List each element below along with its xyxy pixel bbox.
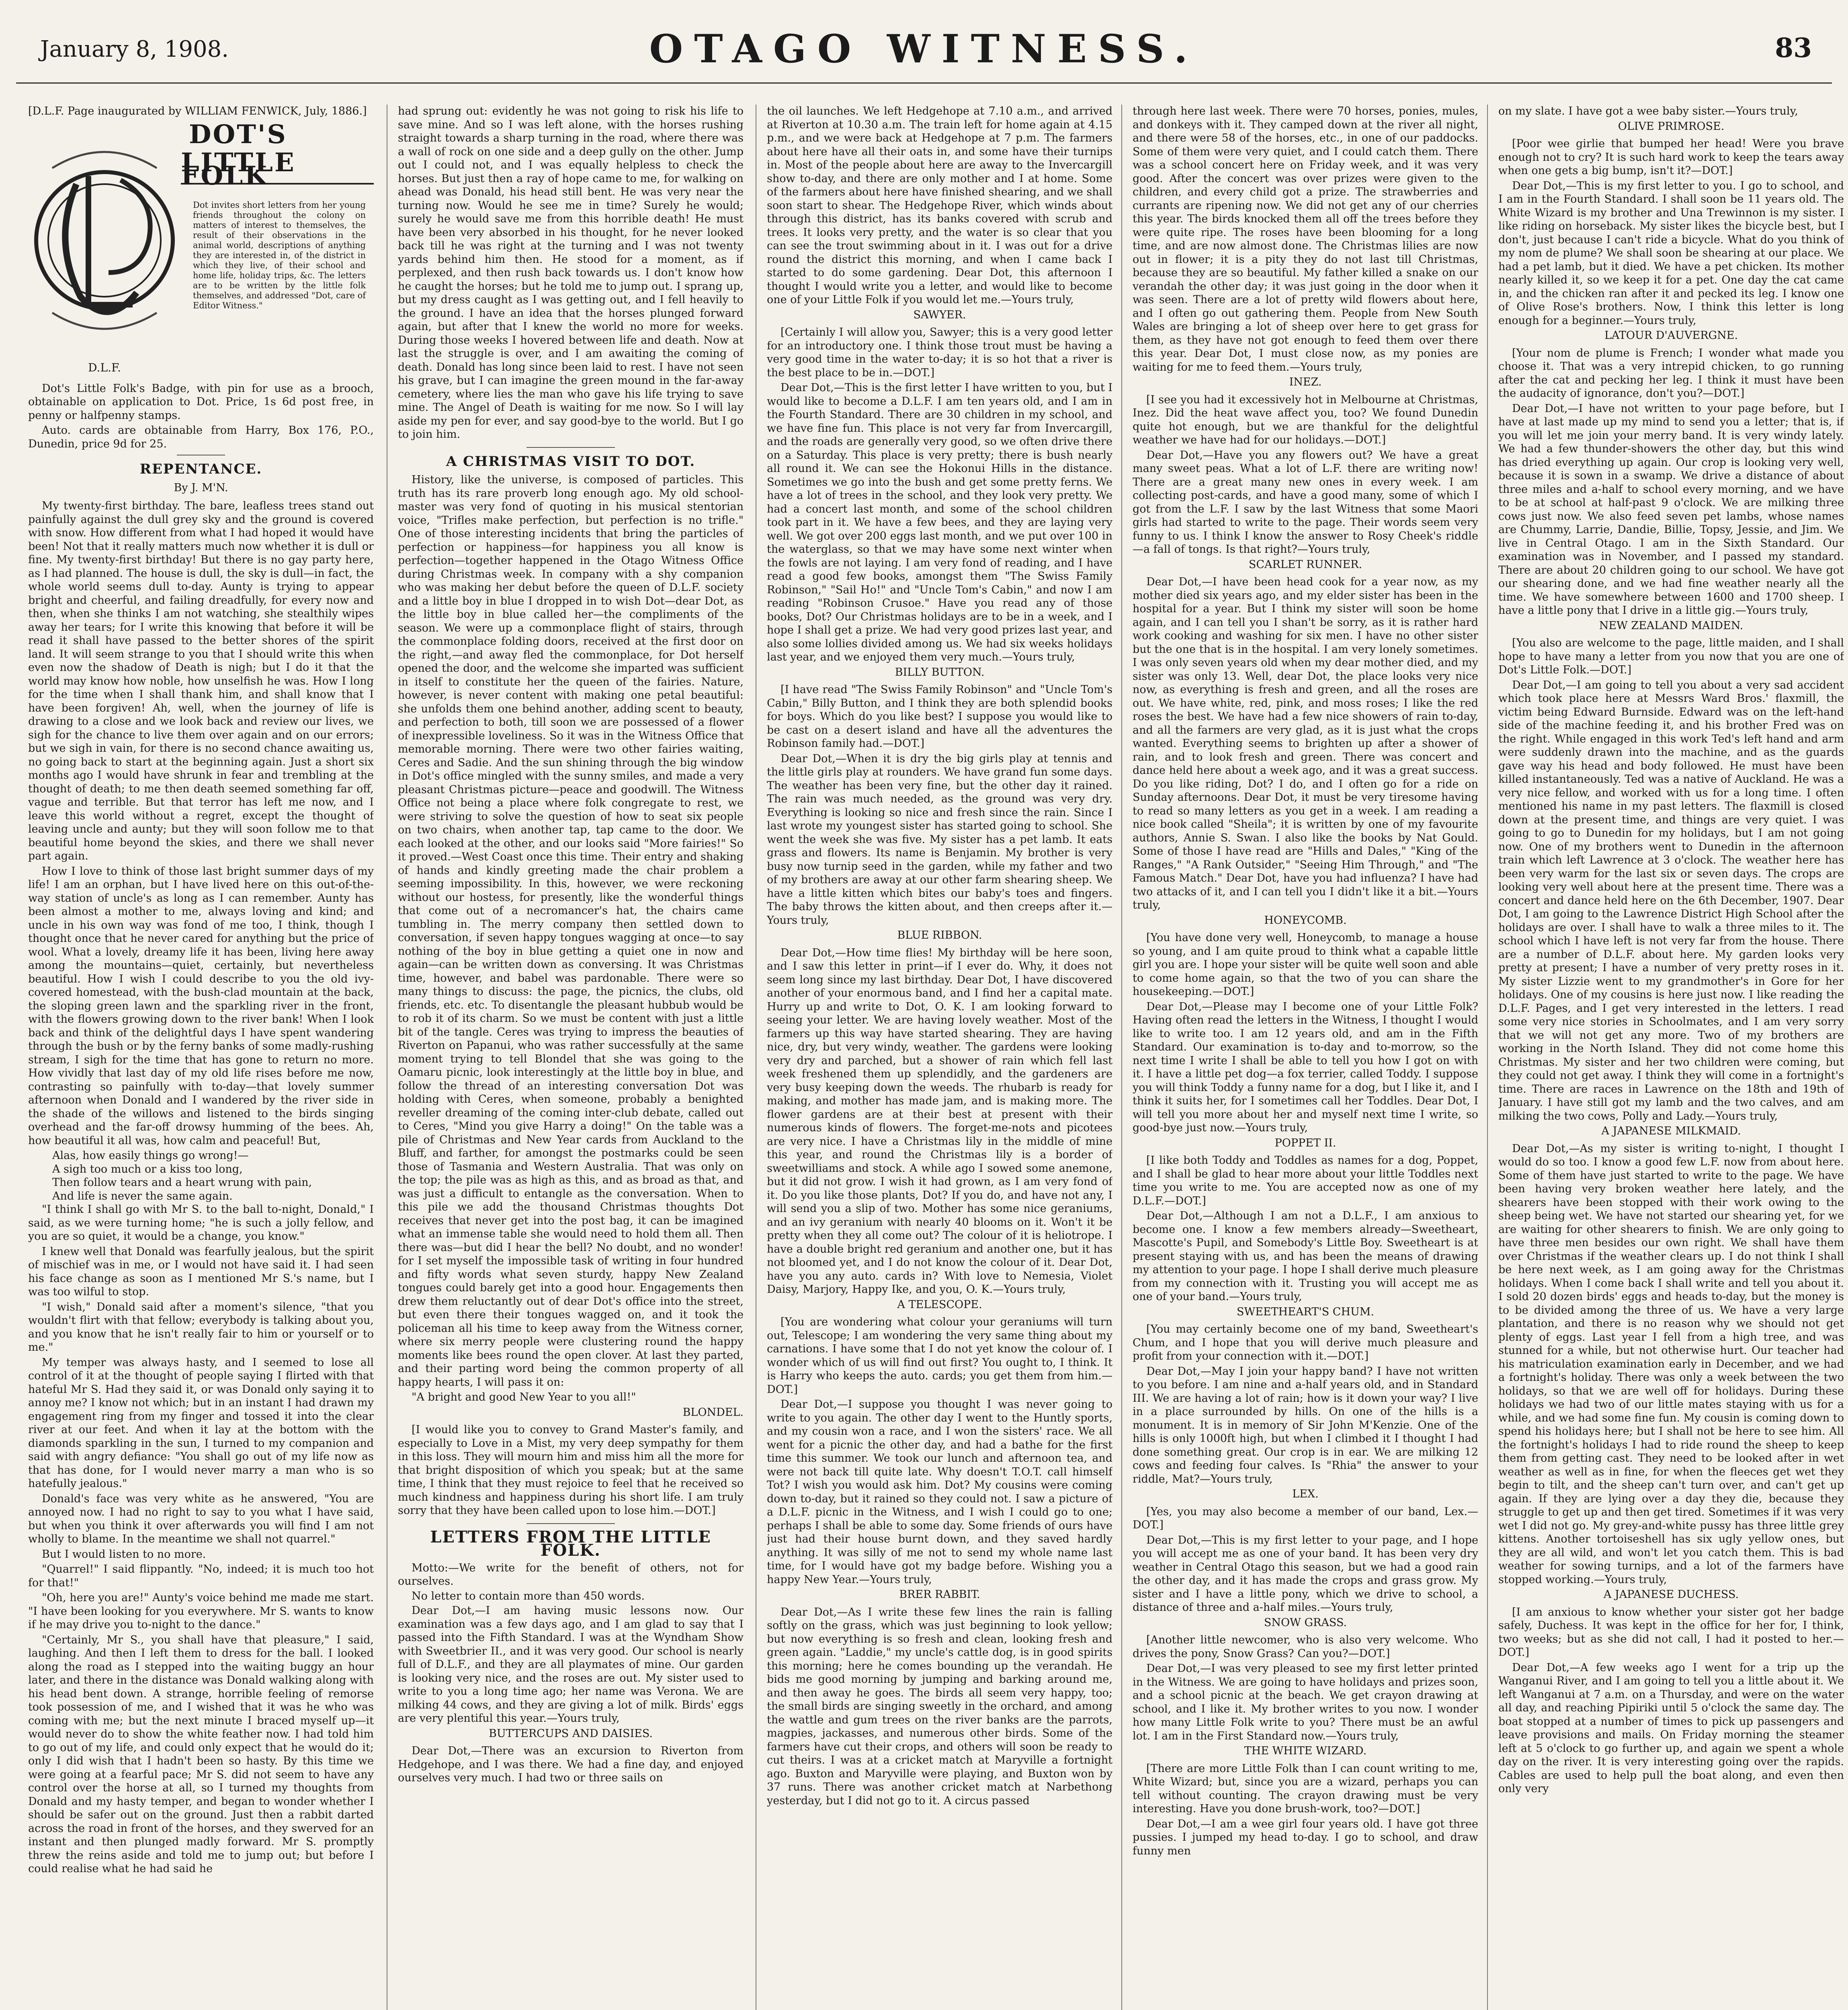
column-4	[1133, 105, 1478, 2010]
story-paragraph: "I think I shall go with Mr S. to the ball to-night, Donald," I said, as we were turning home; "he is such a jolly fellow, and you are so quiet, it would be a change, you know."	[28, 1203, 374, 1243]
little-folk-title: LITTLE FOLK	[181, 156, 374, 185]
signature: A JAPANESE DUCHESS.	[1603, 1588, 1739, 1601]
letter: Dear Dot,—I am having music lessons now. Our examination was a few days ago, and I am glad to say that I passed into the Fifth Standard. I was at the Wyndham Show with Sweetbrier II., and it was very good. Our school is nearly full of D.L.F., and they are all playmates of mine. Our garden is looking very nice, and the roses are out. My sister used to write to you a long time ago; her name was Verona. We are milking 44 cows, and they are giving a lot of milk. Birds' eggs are very plentiful this year.—Yours truly,	[398, 1604, 744, 1725]
column-rule	[1121, 105, 1122, 2010]
signature: SAWYER.	[913, 308, 966, 321]
editor-note: [Certainly I will allow you, Sawyer; this is a very good letter for an introductory one. I think those trout must be having a very good time in the water to-day; it is so hot that a river is the best place to be in.—DOT.]	[767, 326, 1112, 379]
article-paragraph: History, like the universe, is composed of particles. This truth has its rare proverb long enough ago. My old school-master was very fond of quoting in his musical stentorian voice, "Trifles make perfection, but perfection is no trifle." One of those interesting incidents that bring the particles of perfection or happiness—for happiness you all know is perfection—together happened in the Otago Witness Office during Christmas week. In company with a shy companion who was making her debut before the queen of D.L.F. society and a little boy in blue I dropped in to wish Dot—dear Dot, as the little boy in blue called her—the compliments of the season. We were up a commonplace flight of stairs, through the commonplace folding doors, received at the first door on the right,—and away fled the commonplace, for Dot herself opened the door, and the welcome she imparted was sufficient in itself to constitute her the queen of the fairies. Nature, however, is never content with making one petal beautiful: she unfolds them one behind another, adding scent to beauty, and perfection to both, till soon we are possessed of a flower of inexpressible loveliness. So it was in the Witness Office that memorable morning. There were two other fairies waiting, Ceres and Sadie. And the sun shining through the big window in Dot's office mingled with the sunny smiles, and made a very pleasant Christmas picture—peace and goodwill. The Witness Office not being a place where folk congregate to rest, we were striving to solve the question of how to seat six people on two chairs, when another tap, tap came to the door. We each looked at the other, and our looks said "More fairies!" So it proved.—West Coast once this time. Their entry and shaking of hands and kindly greeting made the chair problem a seeming impossibility. In this, however, we were reckoning without our hostess, for presently, like the wonderful things that come out of a necromancer's hat, the chairs came tumbling in. The merry company then settled down to conversation, if seven happy tongues wagging at once—to say nothing of the boy in blue getting a quiet one in now and again—can be written down as conversing. It was Christmas time, however, and babel was pardonable. There were so many things to discuss: the page, the picnics, the clubs, old friends, etc. etc. To disentangle the pleasant hubbub would be to rob it of its charm. So we must be content with just a little bit of the tangle. Ceres was trying to impress the beauties of Riverton on Papanui, who was rather successfully at the same moment trying to tell Blondel that she was going to the Oamaru picnic, look interestingly at the little boy in blue, and follow the thread of an interesting conversation Dot was holding with Ceres, when someone, probably a benighted reveller dreaming of the coming inter-club debate, called out to Ceres, "Mind you give Harry a doing!" On the table was a pile of Christmas and New Year cards from Auckland to the Bluff, and farther, for amongst the postmarks could be seen those of Tasmania and Western Australia. That was only on the top; the pile was as high as this, and as broad as that, and was just a difficult to entangle as the conversation. When to this pile we add the thousand Christmas thoughts Dot receives that never get into the post bag, it can be imagined what an immense table she would need to hold them all. Then there was—but did I hear the bell? No doubt, and no wonder! for I set myself the impossible task of writing in four hundred and fifty words what seven sturdy, happy New Zealand tongues could barely get into a good hour. Engagements then drew them reluctantly out of dear Dot's office into the street, but even there their tongues wagged on, and it took the policeman all his time to keep away from the Witness corner, where six merry people were clustering round the happy moments like bees round the open clover. At last they parted, and their parting word being the common property of all happy hearts, I will pass it on:	[398, 474, 744, 1389]
signature: HONEYCOMB.	[1264, 914, 1347, 927]
signature: BUTTERCUPS AND DAISIES.	[489, 1727, 653, 1740]
signature: OLIVE PRIMROSE.	[1618, 120, 1725, 133]
poem-line: Alas, how easily things go wrong!—	[52, 1149, 249, 1162]
dots-little-folk-header	[28, 120, 374, 377]
dlf-monogram-icon	[28, 120, 181, 357]
signature: LATOUR D'AUVERGNE.	[1604, 329, 1738, 342]
editor-note: [Your nom de plume is French; I wonder what made you choose it. That was a very intrepid chicken, to go running after the cat and pecking her leg. I think it must have been the audacity of ignorance, don't you?—DOT.]	[1498, 347, 1844, 400]
editor-note: [I see you had it excessively hot in Melbourne at Christmas, Inez. Did the heat wave affect you, too? We found Dunedin quite hot enough, but we are thankful for the delightful weather we have had for our holidays.—DOT.]	[1133, 393, 1478, 446]
signature: POPPET II.	[1274, 1136, 1336, 1149]
letter: Dear Dot,—A few weeks ago I went for a trip up the Wanganui River, and I am going to tell you a little about it. We left Wanganui at 7 a.m. on a Thursday, and were on the water all day, and reaching Pipiriki until 5 o'clock the same day. The boat stopped at a number of times to pick up passengers and leave provisions and mails. On Friday morning the steamer left at 5 o'clock to go further up, and again we spent a whole day on the river. It is very interesting going over the rapids. Cables are used to help pull the boat along, and even then only very	[1498, 1661, 1844, 1795]
letter: through here last week. There were 70 horses, ponies, mules, and donkeys with it. They camped down at the river all night, and there were 58 of the horses, etc., in one of our paddocks. Some of them were very quiet, and I could catch them. There was a school concert here on Friday week, and it was very good. After the concert was over prizes were given to the children, and every child got a prize. The strawberries and currants are ripening now. We did not get any of our cherries this year. The birds knocked them all off the trees before they were quite ripe. The roses have been blooming for a long time, and are now almost done. The Christmas lilies are now out in flower; it is a pity they do not last till Christmas, because they are so beautiful. My father killed a snake on our verandah the other day; it was just going in the door when it was seen. There are a lot of pretty wild flowers about here, and I often go out gathering them. People from New South Wales are bringing a lot of sheep over here to get grass for them, as they have not got enough to feed them over there this year. Dear Dot, I must close now, as my ponies are waiting for me to feed them.—Yours truly,	[1133, 105, 1478, 373]
letter: Dear Dot,—How time flies! My birthday will be here soon, and I saw this letter in print—if I ever do. Why, it does not seem long since my last birthday. Dear Dot, I have discovered another of your enormous band, and I find her a capital mate. Hurry up and write to Dot, O. K. I am looking forward to seeing your letter. We are having lovely weather. Most of the farmers up this way have started shearing. They are having nice, dry, but very windy, weather. The gardens were looking very dry and parched, but a shower of rain which fell last week freshened them up splendidly, and the gardeners are very busy keeping down the weeds. The rhubarb is ready for making, and mother has made jam, and is making more. The flower gardens are at their best at present with their numerous kinds of flowers. The forget-me-nots and picotees are very nice. I have a Christmas lily in the middle of mine this year, and round the Christmas lily is a border of sweetwilliams and stock. A while ago I sowed some anemone, but it did not grow. I wish it had grown, as I am very fond of it. Do you like those plants, Dot? If you do, and have not any, I will send you a slip of two. Mother has some nice geraniums, and an ivy geranium with nearly 40 blooms on it. Won't it be pretty when they all come out? The colour of it is heliotrope. I have a double bright red geranium and another one, but it has not bloomed yet, and I do not know the colour of it. Dear Dot, have you any auto. cards in? With love to Nemesia, Violet Daisy, Marjory, Happy Ike, and you, O. K.—Yours truly,	[767, 946, 1112, 1296]
letter: Dear Dot,—I have been head cook for a year now, as my mother died six years ago, and my elder sister has been in the hospital for a year. But I think my sister will soon be home again, and I can tell you I shan't be sorry, as it is rather hard work cooking and washing for six men. I have no other sister but the one that is in the hospital. I am very lonely sometimes. I was only seven years old when my dear mother died, and my sister was only 13. Well, dear Dot, the place looks very nice now, as everything is fresh and green, and all the roses are out. We have white, red, pink, and moss roses; I like the red roses the best. We have had a few nice showers of rain to-day, and all the farmers are very glad, as it is just what the crops wanted. Everything seems to brighten up after a shower of rain, and to look fresh and green. There was concert and dance held here about a week ago, and it was a great success. Do you like riding, Dot? I do, and I often go for a ride on Sunday afternoons. Dear Dot, it must be very tiresome having to read so many letters as you get in a week. I am reading a nice book called "Sheila"; it is written by one of my favourite authors, Annie S. Swan. I also like the books by Nat Gould. Some of those I have read are "Hills and Dales," "King of the Ranges," "A Rank Outsider," "Seeing Him Through," and "The Famous Match." Dear Dot, have you had influenza? I have had two attacks of it, and I can tell you I didn't like it a bit.—Yours truly,	[1133, 576, 1478, 911]
christmas-visit-title: A CHRISTMAS VISIT TO DOT.	[446, 453, 696, 470]
editor-note: [You have done very well, Honeycomb, to manage a house so young, and I am quite proud to think what a capable little girl you are. I hope your sister will be quite well soon and able to come home again, so that the two of you can share the housekeeping.—DOT.]	[1133, 931, 1478, 998]
story-paragraph: "Certainly, Mr S., you shall have that pleasure," I said, laughing. And then I left them to dress for the ball. I looked along the road as I stepped into the waiting buggy an hour later, and there in the distance was Donald walking along with his head bent down. A strange, horrible feeling of remorse took possession of me, and I wished that it was he who was coming with me; but the next minute I braced myself up—it would never do to show the white feather now. I had told him to go out of my life, and could only expect that he would do it; only I did wish that I hadn't been so hasty. By this time we were going at a fearful pace; Mr S. did not seem to have any control over the horse at all, so I turned my thoughts from Donald and my hasty temper, and began to wonder whether I should be safer out on the ground. Just then a rabbit darted across the road in front of the horses, and they swerved for an instant and then plunged madly forward. Mr S. promptly threw the reins aside and told me to jump out; but before I could realise what he had said he	[28, 1633, 374, 1875]
signature: THE WHITE WIZARD.	[1244, 1745, 1367, 1757]
badge-note: Dot's Little Folk's Badge, with pin for use as a brooch, obtainable on application to Dot. Price, 1s 6d post free, in penny or halfpenny stamps.	[28, 382, 374, 422]
dots-intro: Dot invites short letters from her young friends throughout the colony on matters of interest to themselves, the result of their observations in the animal world, descriptions of anything they are interested in, of the district in which they live, of their school and home life, holiday trips, &c. The letters are to be written by the little folk themselves, and addressed "Dot, care of Editor Witness."	[193, 200, 366, 310]
masthead-rule	[16, 82, 1832, 84]
story-paragraph: "Quarrel!" I said flippantly. "No, indeed; it is much too hot for that!"	[28, 1563, 374, 1589]
letter: Dear Dot,—I have not written to your page before, but I have at last made up my mind to send you a letter; that is, if you will let me join your merry band. It is very windy lately. We had a few thunder-showers the other day, but this wind has dried everything up again. Our crop is looking very well, because it is sown in a swamp. We drive a distance of about three miles and a-half to school every morning, and we have to be at school at half-past 9 o'clock. We are milking three cows just now. We also feed seven pet lambs, whose names are Chummy, Larrie, Dandie, Billie, Topsy, Jessie, and Jim. We live in Central Otago. I am in the Sixth Standard. Our examination was in November, and I passed my standard. There are about 20 children going to our school. We have got our shearing done, and we had fine weather nearly all the time. We have somewhere between 1600 and 1700 sheep. I have a little pony that I drive in a little gig.—Yours truly,	[1498, 402, 1844, 617]
letter: Dear Dot,—Have you any flowers out? We have a great many sweet peas. What a lot of L.F. there are writing now! There are a great many new ones in every week. I am collecting post-cards, and have a good many, some of which I got from the L.F. I saw by the last Witness that some Maori girls had started to write to the page. Their words seem very funny to us. I think I know the answer to Rosy Cheek's riddle—a fall of tongs. Is that right?—Yours truly,	[1133, 449, 1478, 556]
letter: on my slate. I have got a wee baby sister.—Yours truly,	[1498, 105, 1798, 117]
story-paragraph: How I love to think of those last bright summer days of my life! I am an orphan, but I have lived here on this out-of-the-way station of uncle's as long as I can remember. Aunty has been almost a mother to me, always loving and kind; and uncle in his own way was fond of me too, I think, though I thought once that he never cared for anything but the price of wool. What a lovely, dreamy life it has been, living here away among the mountains—quiet, certainly, but nevertheless beautiful. How I wish I could describe to you the old ivy-covered homestead, with the bush-clad mountain at the back, the sloping green lawn and the sparkling river in the front, with the flowers growing down to the river bank! When I look back and think of the delightful days I have spent wandering through the bush or by the ferny banks of some madly-rushing stream, I sigh for the time that has gone to return no more. How vividly that last day of my old life rises before me now, contrasting so painfully with to-day—that lovely summer afternoon when Donald and I wandered by the river side in the shade of the willows and listened to the birds singing overhead and the far-off drowsy humming of the bees. Ah, how beautiful it all was, how calm and peaceful! But,	[28, 865, 374, 1147]
masthead	[16, 16, 1832, 96]
signature: NEW ZEALAND MAIDEN.	[1599, 619, 1744, 632]
signature: SWEETHEART'S CHUM.	[1237, 1305, 1374, 1318]
story-paragraph: But I would listen to no more.	[42, 1548, 206, 1561]
signature: BLUE RIBBON.	[897, 929, 982, 941]
editor-note: [Another little newcomer, who is also very welcome. Who drives the pony, Snow Grass? Can you?—DOT.]	[1133, 1634, 1478, 1660]
inaugurated-note: [D.L.F. Page inaugurated by WILLIAM FENWICK, July, 1886.]	[28, 105, 367, 117]
signature: BILLY BUTTON.	[895, 666, 985, 679]
article-paragraph: "A bright and good New Year to you all!"	[412, 1391, 636, 1403]
editor-note: [Yes, you may also become a member of our band, Lex.—DOT.]	[1133, 1505, 1478, 1531]
signature: SNOW GRASS.	[1264, 1616, 1347, 1629]
newspaper-title: OTAGO WITNESS.	[649, 26, 1199, 72]
editor-note: [I have read "The Swiss Family Robinson" and "Uncle Tom's Cabin," Billy Button, and I think they are both splendid books for boys. Which do you like best? I suppose you would like to be cast on a desert island and have all the adventures the Robinson family had.—DOT.]	[767, 683, 1112, 750]
signature: A JAPANESE MILKMAID.	[1601, 1125, 1741, 1137]
story-paragraph: My temper was always hasty, and I seemed to lose all control of it at the thought of people saying I flirted with that hateful Mr S. Had they said it, or was Donald only saying it to annoy me? I know not which; but in an instant I had drawn my engagement ring from my finger and tossed it into the clear river at our feet. And when it lay at the bottom with the diamonds sparkling in the sun, I turned to my companion and said with angry defiance: "You shall go out of my life now as that has done, for I would never marry a man who is so hatefully jealous."	[28, 1356, 374, 1490]
letter: Dear Dot,—Please may I become one of your Little Folk? Having often read the letters in the Witness, I thought I would like to write too. I am 12 years old, and am in the Fifth Standard. Our examination is to-day and to-morrow, so the next time I write I shall be able to tell you how I got on with it. I have a little pet dog—a fox terrier, called Toddy. I suppose you will think Toddy a funny name for a dog, but I like it, and I think it suits her, for I sometimes call her Toddles. Dear Dot, I will tell you more about her and myself next time I write, so good-bye just now.—Yours truly,	[1133, 1000, 1478, 1134]
editor-note: [I would like you to convey to Grand Master's family, and especially to Love in a Mist, my very deep sympathy for them in this loss. They will mourn him and miss him all the more for that bright disposition of which you speak; but at the same time, I think that they must rejoice to feel that he received so much kindness and happiness during his short life. I am truly sorry that they have been called upon to lose him.—DOT.]	[398, 1423, 744, 1517]
poem	[28, 1149, 374, 1203]
auto-cards-note: Auto. cards are obtainable from Harry, Box 176, P.O., Dunedin, price 9d for 25.	[28, 424, 374, 450]
page-number: 83	[1775, 32, 1812, 64]
signature: LEX.	[1292, 1488, 1319, 1500]
poem-line: And life is never the same again.	[52, 1190, 233, 1202]
story-paragraph: Donald's face was very white as he answered, "You are annoyed now. I had no right to say to you what I have said, but when you think it over afterwards you will find I am not wholly to blame. In the meantime we shall not quarrel."	[28, 1492, 374, 1545]
column-rule	[1487, 105, 1488, 2010]
column-5	[1498, 105, 1844, 2010]
section-divider	[527, 1523, 615, 1524]
signature: INEZ.	[1289, 376, 1322, 388]
issue-date: January 8, 1908.	[40, 36, 229, 62]
signature: SCARLET RUNNER.	[1248, 558, 1362, 571]
story-paragraph: My twenty-first birthday. The bare, leafless trees stand out painfully against the dull grey sky and the ground is covered with snow. How different from what I had hoped it would have been! Not that it really matters much now whether it is dull or fine. My twenty-first birthday! But there is no gay party here, as I had planned. The house is dull, the sky is dull—in fact, the whole world seems dull to-day. Aunty is trying to appear bright and cheerful, and failing dreadfully, for every now and then, when she thinks I am not watching, she stealthily wipes away her tears; for I write this knowing that before it will be read it shall have passed to the better shores of the spirit land. It will seem strange to you that I should write this when even now the shadow of Death is nigh; but I do it that the world may know how noble, how unselfish he was. How I long for the time when I shall thank him, and shall know that I have been forgiven! Ah, well, when the journey of life is drawing to a close and we look back and review our lives, we sigh for the chance to live them over again and on our errors; but we sigh in vain, for there is no second chance awaiting us, no going back to start at the beginning again. Just a short six months ago I would have shrunk in fear and trembling at the thought of death; to me then death seemed something far off, vague and terrible. But that terror has left me now, and I leave this world without a regret, except the thought of leaving uncle and aunty; but they will soon follow me to that beautiful home beyond the skies, and there we shall never part again.	[28, 500, 374, 862]
letter: Dear Dot,—I am going to tell you about a very sad accident which took place here at Messrs Ward Bros.' flaxmill, the victim being Edward Burnside. Edward was on the left-hand side of the machine feeding it, and his brother Fred was on the right. While engaged in this work Ted's left hand and arm were suddenly drawn into the machine, and as the guards gave way his head and body followed. He must have been killed instantaneously. Ted was a native of Auckland. He was a very nice fellow, and worked with us for a long time. I often mentioned his name in my past letters. The flaxmill is closed down at the present time, and things are very quiet. I was going to go to Dunedin for my holidays, but I am not going now. One of my brothers went to Dunedin in the afternoon train which left Lawrence at 3 o'clock. The weather here has been very warm for the last six or seven days. The crops are looking very well about here at the present time. There was a concert and dance held here on the 6th December, 1907. Dear Dot, I am going to the Lawrence District High School after the holidays are over. I shall have to walk a three miles to it. The school which I have left is not very far from the house. There are a number of D.L.F. about here. My garden looks very pretty at present; I have a number of very pretty roses in it. My sister Lizzie went to my grandmother's in Gore for her holidays. One of my cousins is here just now. I like reading the D.L.F. Pages, and I get very interested in the letters. I read some very nice stories in Schoolmates, and I am very sorry that we will not get any more. Two of my brothers are working in the North Island. They did not come home this Christmas. My sister and her two children were coming, but they could not get away. I think they will come in a fortnight's time. There are races in Lawrence on the 18th and 19th of January. I have still got my lamb and the two calves, and am milking the two cows, Polly and Lady.—Yours truly,	[1498, 679, 1844, 1122]
poem-line: A sigh too much or a kiss too long,	[52, 1163, 243, 1175]
repentance-title: REPENTANCE.	[139, 461, 262, 477]
letters-section-title: LETTERS FROM THE LITTLE FOLK.	[430, 1527, 711, 1560]
dlf-label: D.L.F.	[88, 361, 121, 374]
letter: Dear Dot,—There was an excursion to Riverton from Hedgehope, and I was there. We had a fine day, and enjoyed ourselves very much. I had two or three sails on	[398, 1745, 744, 1784]
letter: Dear Dot,—As I write these few lines the rain is falling softly on the grass, which was just beginning to look yellow; but now everything is so fresh and clean, looking fresh and green again. "Laddie," my uncle's cattle dog, is in good spirits this morning; here he comes bounding up the verandah. He bids me good morning by jumping and barking around me, and then away he goes. The birds all seem very happy, too; the small birds are singing sweetly in the orchard, and among the wattle and gum trees on the river banks are the parrots, magpies, jackasses, and numerous other birds. Some of the farmers have cut their crops, and others will soon be ready to cut theirs. I was at a cricket match at Maryville a fortnight ago. Buxton and Maryville were playing, and Buxton won by 37 runs. There was another cricket match at Narbethong yesterday, but I did not go to it. A circus passed	[767, 1606, 1112, 1807]
letter: Dear Dot,—I am a wee girl four years old. I have got three pussies. I jumped my head to-day. I go to school, and draw funny men	[1133, 1817, 1478, 1857]
letter: Dear Dot,—When it is dry the big girls play at tennis and the little girls play at rounders. We have grand fun some days. The weather has been very fine, but the other day it rained. The rain was much needed, as the ground was very dry. Everything is looking so nice and fresh since the rain. Since I last wrote my youngest sister has started going to school. She went the week she was five. My sister has a pet lamb. It eats grass and flowers. Its name is Benjamin. My brother is very busy now turnip seed in the garden, while my father and two of my brothers are away at our other farm shearing sheep. We have a little kitten which bites our baby's toes and fingers. The baby throws the kitten about, and then creeps after it.—Yours truly,	[767, 752, 1112, 927]
editor-note: [I am anxious to know whether your sister got her badge safely, Duchess. It was kept in the office for her for, I think, two weeks; but as she did not call, I had it posted to her.—DOT.]	[1498, 1606, 1844, 1659]
motto: Motto:—We write for the benefit of others, not for ourselves.	[398, 1561, 744, 1587]
letter: Dear Dot,—This is the first letter I have written to you, but I would like to become a D.L.F. I am ten years old, and I am in the Fourth Standard. There are 30 children in my school, and we have fine fun. This place is not very far from Invercargill, and the roads are generally very good, so we often drive there on a Saturday. This place is very pretty; there is bush nearly all round it. We can see the Hokonui Hills in the distance. Sometimes we go into the bush and get some pretty ferns. We have a lot of trees in the school, and they look very pretty. We had a concert last month, and some of the school children took part in it. We have a few bees, and they are laying very well. We got over 200 eggs last month, and we put over 100 in the waterglass, so that we may have some next winter when the fowls are not laying. I am very fond of reading, and I have read a good few books, amongst them "The Swiss Family Robinson," "Sail Ho!" and "Uncle Tom's Cabin," and now I am reading "Robinson Crusoe." Have you read any of those books, Dot? Our Christmas holidays are to be in a week, and I hope I shall get a prize. We had very good prizes last year, and also some lollies divided among us. We had six weeks holidays last year, and we enjoyed them very much.—Yours truly,	[767, 381, 1112, 663]
poem-line: Then follow tears and a heart wrung with pain,	[52, 1176, 312, 1189]
letter: Dear Dot,—As my sister is writing to-night, I thought I would do so too. I know a good few L.F. now from about here. Some of them have just started to write to the page. We have been having very broken weather here lately, and the shearers have been stopped with their work owing to the sheep being wet. We have not started our shearing yet, for we are waiting for other shearers to finish. We are only going to have three men besides our own right. We shall have them over Christmas if the weather clears up. I do not think I shall be here next week, as I am going away for the Christmas holidays. When I come back I shall write and tell you about it. I sold 20 dozen birds' eggs and heads to-day, but the money is to be divided among the three of us. We have a very large plantation, and there is no reason why we should not get plenty of eggs. Last year I fell from a high tree, and was stunned for a while, but not otherwise hurt. Our teacher had his matriculation examination early in December, and we had a fortnight's holiday. There was only a week between the two holidays, so that we are well off for holidays. During these holidays we had two of our little mates staying with us for a while, and we had some fine fun. My cousin is coming down to spend his holidays here; but I shall not be here to see him. All the fortnight's holidays I had to ride round the sheep to keep them from getting cast. They need to be looked after in wet weather as well as in fine, for when the fleeces get wet they begin to tilt, and the sheep can't turn over, and can't get up again. If they are lying over a day they die, because they struggle to get up and then get tired. Sometimes if it was very wet I did not go. My grey-and-white pussy has three little grey kittens. Another tortoiseshell has six ugly yellow ones, but they are all wild, and won't let you catch them. This is bad weather for sowing turnips, and a lot of the farmers have stopped working.—Yours truly,	[1498, 1142, 1844, 1586]
column-3	[767, 105, 1112, 2010]
letter: Dear Dot,—I suppose you thought I was never going to write to you again. The other day I went to the Huntly sports, and my cousin won a race, and I won the sisters' race. We all went for a picnic the other day, and had a bathe for the first time this summer. We took our lunch and afternoon tea, and were not back till quite late. Why doesn't T.O.T. call himself Tot? I wish you would ask him. Dot? My cousins were coming down to-day, but it rained so they could not. I saw a picture of a D.L.F. picnic in the Witness, and I wish I could go to one; perhaps I shall be able to some day. Some friends of ours have just had their house burnt down, and they saved hardly anything. It was silly of me not to send my whole name last time, for I would have got my badge before. Wishing you a happy New Year.—Yours truly,	[767, 1398, 1112, 1586]
editor-note: [You also are welcome to the page, little maiden, and I shall hope to have many a letter from you now that you are one of Dot's Little Folk.—DOT.]	[1498, 637, 1844, 676]
editor-note: [I like both Toddy and Toddles as names for a dog, Poppet, and I shall be glad to hear more about your little Toddles next time you write to me. You are accepted now as one of my D.L.F.—DOT.]	[1133, 1154, 1478, 1207]
editor-note: [You may certainly become one of my band, Sweetheart's Chum, and I hope that you will derive much pleasure and profit from your connection with it.—DOT.]	[1133, 1323, 1478, 1362]
letter: Dear Dot,—This is my first letter to your page, and I hope you will accept me as one of your band. It has been very dry weather in Central Otago this season, but we had a good rain the other day, and it has made the crops and grass grow. My sister and I have a little pony, which we drive to school, a distance of three and a-half miles.—Yours truly,	[1133, 1534, 1478, 1614]
story-paragraph: had sprung out: evidently he was not going to risk his life to save mine. And so I was left alone, with the horses rushing straight towards a sharp turning in the road, where there was a wall of rock on one side and a deep gully on the other. Jump out I could not, and I was equally helpless to check the horses. But just then a ray of hope came to me, for walking on ahead was Donald, his head still bent. He was very near the turning now. Would he see me in time? Surely he would; surely he would save me from this horrible death! He must have been very absorbed in his thought, for he never looked back till he was right at the turning and I was not twenty yards behind him then. He stood for a moment, as if perplexed, and then rush back towards us. I don't know how he caught the horses; but he told me to jump out. I sprang up, but my dress caught as I was getting out, and I fell heavily to the ground. I have an idea that the horses plunged forward again, but after that I knew the world no more for weeks. During those weeks I hovered between life and death. Now at last the struggle is over, and I am awaiting the coming of death. Donald has long since been laid to rest. I have not seen his grave, but I can imagine the green mound in the far-away cemetery, where lies the man who gave his life trying to save mine. The Angel of Death is waiting for me now. So I will lay aside my pen for ever, and say good-bye to the world. But I go to join him.	[398, 105, 744, 441]
dots-title: DOT'S	[189, 119, 287, 150]
letter: Dear Dot,—Although I am not a D.L.F., I am anxious to become one. I know a few members already—Sweetheart, Mascotte's Pupil, and Somebody's Little Boy. Sweetheart is at present staying with us, and has been the means of drawing my attention to your page. I hope I shall derive much pleasure from my connection with it. Trusting you will accept me as one of your band.—Yours truly,	[1133, 1210, 1478, 1303]
signature: BLONDEL.	[682, 1406, 744, 1419]
letter: Dear Dot,—This is my first letter to you. I go to school, and I am in the Fourth Standard. I shall soon be 11 years old. The White Wizard is my brother and Una Trewinnon is my sister. I like riding on horseback. My sister likes the bicycle best, but I don't, just because I can't ride a bicycle. What do you think of my nom de plume? We shall soon be shearing at our place. We had a pet lamb, but it died. We have a pet chicken. Its mother nearly killed it, so we keep it for a pet. One day the cat came in, and the chicken ran after it and pecked its leg. I know one of Olive Rose's brothers. Now, I think this letter is long enough for a beginner.—Yours truly,	[1498, 179, 1844, 327]
story-paragraph: I knew well that Donald was fearfully jealous, but the spirit of mischief was in me, or I would not have said it. I had seen his face change as soon as I mentioned Mr S.'s name, but I was too wilful to stop.	[28, 1245, 374, 1298]
letter: Dear Dot,—May I join your happy band? I have not written to you before. I am nine and a-half years old, and in Standard III. We are having a lot of rain; how is it down your way? I live in a place surrounded by hills. On one of the hills is a monument. It is in memory of Sir John M'Kenzie. One of the hills is only 1000ft high, but when I climbed it I thought I had done something great. Our crop is in ear. We are milking 12 cows and feeding four calves. Is "Rhia" the answer to your riddle, Mat?—Yours truly,	[1133, 1365, 1478, 1485]
section-divider	[527, 447, 615, 448]
signature: A TELESCOPE.	[897, 1298, 982, 1311]
signature: BRER RABBIT.	[899, 1588, 980, 1601]
column-2	[398, 105, 744, 2010]
repentance-byline: By J. M'N.	[174, 481, 228, 494]
word-limit-note: No letter to contain more than 450 words.	[412, 1590, 645, 1602]
editor-note: [Poor wee girlie that bumped her head! Were you brave enough not to cry? It is such hard work to keep the tears away when one gets a big bump, isn't it?—DOT.]	[1498, 137, 1844, 177]
editor-note: [There are more Little Folk than I can count writing to me, White Wizard; but, since you are a wizard, perhaps you can tell without counting. The crayon drawing must be very interesting. Have you done brush-work, too?—DOT.]	[1133, 1762, 1478, 1815]
letter: Dear Dot,—I was very pleased to see my first letter printed in the Witness. We are going to have holidays and prizes soon, and a school picnic at the beach. We get crayon drawing at school, and I like it. My brother writes to you now. I wonder how many Little Folk write to you? There must be an awful lot. I am in the First Standard now.—Yours truly,	[1133, 1662, 1478, 1742]
letter: the oil launches. We left Hedgehope at 7.10 a.m., and arrived at Riverton at 10.30 a.m. The train left for home again at 4.15 p.m., and we were back at Hedgehope at 7 p.m. The farmers about here have all their oats in, and some have their turnips in. Most of the people about here are away to the Invercargill show to-day, and there are only mother and I at home. Some of the farmers about here have finished shearing, and we shall soon start to shear. The Hedgehope River, which winds about through this district, has its banks covered with scrub and trees. It looks very pretty, and the water is so clear that you can see the trout swimming about in it. I was out for a drive round the district this morning, and when I came back I started to do some gardening. Dear Dot, this afternoon I thought I would write you a letter, and would like to become one of your Little Folk if you would let me.—Yours truly,	[767, 105, 1112, 306]
story-paragraph: "Oh, here you are!" Aunty's voice behind me made me start. "I have been looking for you everywhere. Mr S. wants to know if he may drive you to-night to the dance."	[28, 1592, 374, 1631]
column-1	[28, 105, 374, 2010]
story-paragraph: "I wish," Donald said after a moment's silence, "that you wouldn't flirt with that fellow; everybody is talking about you, and you know that he isn't really fair to him or yourself or to me."	[28, 1300, 374, 1354]
editor-note: [You are wondering what colour your geraniums will turn out, Telescope; I am wondering the very same thing about my carnations. I have some that I do not yet know the colour of. I wonder which of us will find out first? You ought to, I think. It is Harry who keeps the auto. cards; you get them from him.—DOT.]	[767, 1316, 1112, 1396]
